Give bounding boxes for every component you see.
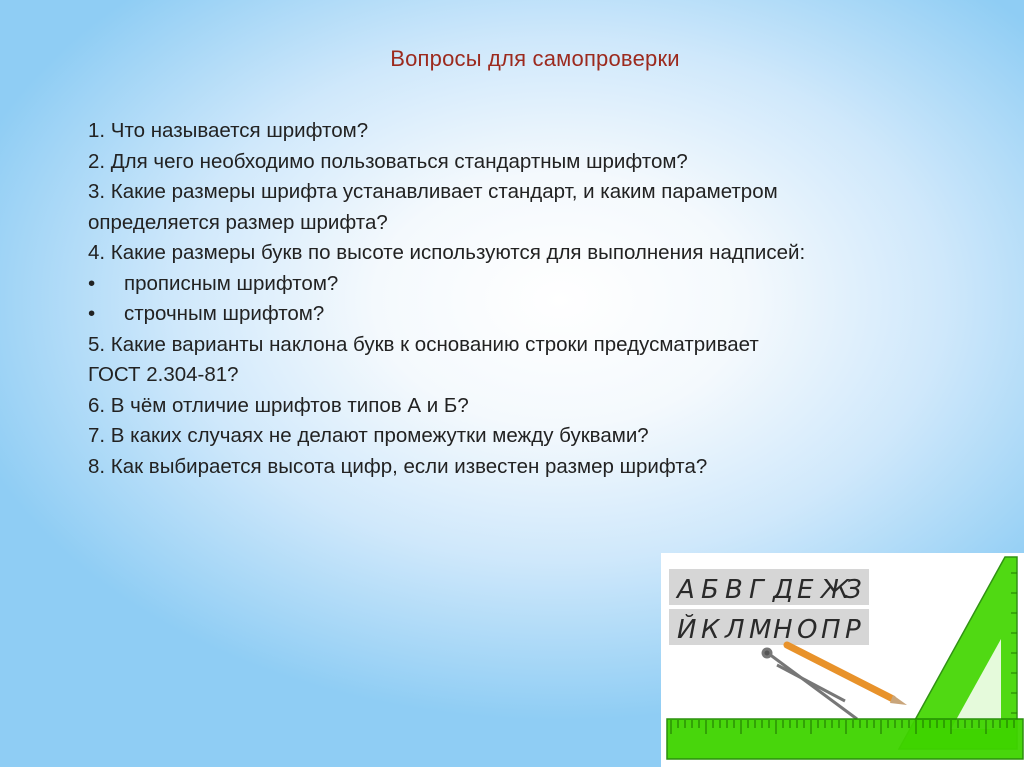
bullet-item [88,299,948,330]
stencil-letter: Ж [821,575,850,605]
bullet-item [88,269,948,300]
bullet-dot: • [88,271,96,295]
bullet-text: прописным шрифтом? [124,271,339,295]
question-line: 3. Какие размеры шрифта устанавливает стандарт, и каким параметром [88,180,778,203]
stencil-letter: З [845,575,862,605]
stencil-letter: О [797,615,818,645]
stencil-letter: Н [773,615,793,645]
drafting-tools-drawing [661,553,1024,767]
stencil-letter: П [821,615,841,645]
pencil-icon [787,645,907,705]
question-line: определяется размер шрифта? [88,210,388,234]
slide-title: Вопросы для самопроверки [390,46,680,71]
stencil-letter: Р [845,615,861,645]
question-line: 4. Какие размеры букв по высоте используются для выполнения надписей: [88,241,806,264]
bullet-dot: • [88,302,96,325]
question-line: ГОСТ 2.304-81? [88,363,239,386]
stencil-letter: В [725,575,743,605]
stencil-letter: М [749,615,772,645]
stencil-letter: Л [725,615,745,645]
stencil-letter: Д [773,575,794,605]
letter-row [677,613,861,645]
stencil-letter: Й [677,615,697,645]
stencil-letter: Е [797,575,814,605]
question-line: 6. В чём отличие шрифтов типов А и Б? [88,393,469,417]
bullet-text: строчным шрифтом? [124,302,325,325]
drafting-tools-illustration [661,553,1024,767]
stencil-letter: Г [749,575,764,605]
question-line: 7. В каких случаях не делают промежутки между буквами? [88,424,649,447]
stencil-letter: Б [701,575,719,605]
question-line: 5. Какие варианты наклона букв к основанию строки предусматривает [88,332,759,356]
question-line: 2. Для чего необходимо пользоваться стандартным шрифтом? [88,149,688,173]
question-line: 8. Как выбирается высота цифр, если известен размер шрифта? [88,454,708,478]
stencil-letter: А [677,575,695,605]
question-list [88,116,948,482]
stencil-letter: К [701,615,720,645]
question-line: 1. Что называется шрифтом? [88,119,369,142]
